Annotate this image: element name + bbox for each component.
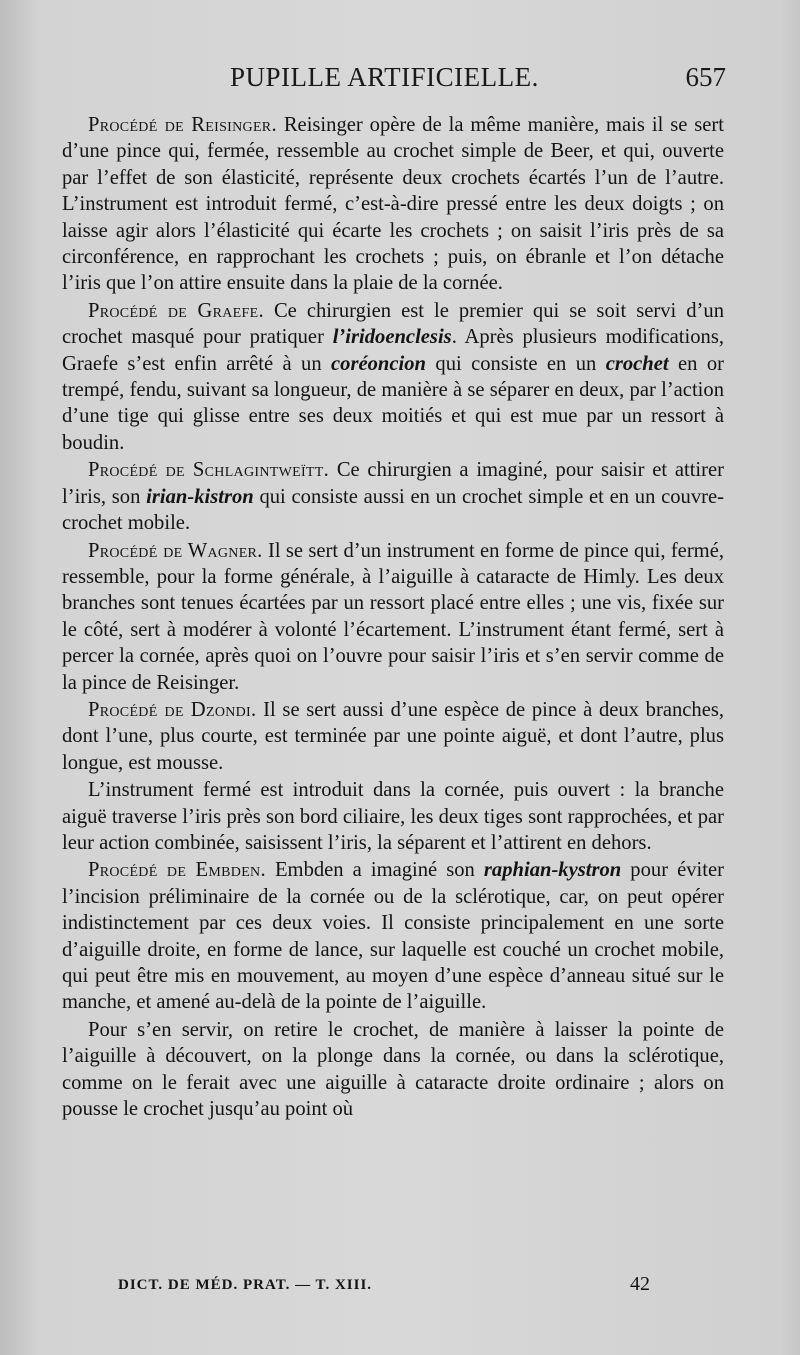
- paragraph: [62, 697, 724, 776]
- text-run: qui consiste aussi en un crochet simple et en un couvre-crochet mobile.: [62, 485, 724, 535]
- text-run: Embden a imaginé son: [265, 859, 484, 882]
- text-run: pour éviter l’incision préliminaire de la cornée ou de la sclérotique, car, on peut opérer indistinctement par ces deux voies. Il consiste principalement en une sorte d’aiguille droite, en forme de lance, sur laquelle est couché un crochet mobile, qui peut être mis en mouvement, au moyen d’une espèce d’anneau situé sur le manche, et amené au-delà de la pointe de l’aiguille.: [62, 859, 724, 1014]
- page-footer: [118, 1273, 658, 1301]
- italic-term: irian-kistron: [146, 485, 254, 508]
- text-run: Ce chirurgien est le premier qui se soit servi d’un crochet masqué pour pratiquer: [62, 299, 724, 349]
- procedure-heading: Procédé de Graefe.: [88, 299, 264, 322]
- paragraph: [62, 1017, 724, 1123]
- page-number: 657: [685, 62, 726, 92]
- text-run: qui consiste en un: [426, 352, 606, 375]
- procedure-heading: Procédé de Embden.: [88, 859, 266, 882]
- italic-term: coréoncion: [331, 352, 427, 375]
- text-run: Ce chirurgien a imaginé, pour saisir et attirer l’iris, son: [62, 459, 725, 508]
- procedure-heading: Procédé de Dzondi.: [88, 698, 257, 721]
- italic-term: crochet: [605, 352, 669, 375]
- text-run: Il se sert aussi d’une espèce de pince à deux branches, dont l’une, plus courte, est terminée par une pointe aiguë, et dont l’autre, plus longue, est mousse.: [62, 698, 724, 774]
- paragraph: [62, 457, 724, 536]
- procedure-heading: Procédé de Wagner.: [88, 539, 263, 562]
- text-run: Reisinger opère de la même manière, mais il se sert d’une pince qui, fermée, ressemble au crochet simple de Beer, et qui, ouverte par l’effet de son élasticité, représente deux crochets écartés l’un de l’autre. L’instrument est introduit fermé, c’est-à-dire pressé entre les deux doigts ; on laisse agir alors l’élasticité qui écarte les crochets ; on saisit l’iris près de sa circonférence, en rapprochant les crochets ; puis, on ébranle et l’on détache l’iris que l’on attire ensuite dans la plaie de la cornée.: [62, 114, 725, 295]
- paragraph: [62, 298, 724, 456]
- text-run: Il se sert d’un instrument en forme de pince qui, fermé, ressemble, pour la forme générale, à l’aiguille à cataracte de Himly. Les deux branches sont tenues écartées par un ressort placé entre elles ; une vis, fixée sur le côté, sert à modérer à volonté l’écartement. L’instrument étant fermé, sert à percer la cornée, après quoi on l’ouvre pour saisir l’iris et s’en servir comme de la pince de Reisinger.: [62, 539, 724, 694]
- paragraph: [62, 112, 724, 297]
- text-run: . Après plusieurs modifications, Graefe s’est enfin arrêté à un: [62, 326, 724, 375]
- paragraph: [62, 777, 724, 856]
- procedure-heading: Procédé de Reisinger.: [88, 114, 277, 136]
- italic-term: raphian-kystron: [483, 859, 622, 882]
- paragraph: [62, 538, 724, 696]
- signature-mark: DICT. DE MÉD. PRAT. — T. XIII.: [118, 1277, 373, 1293]
- procedure-heading: Procédé de Schlagintweïtt.: [88, 459, 330, 482]
- paragraph: [62, 857, 724, 1015]
- text-run: L’instrument fermé est introduit dans la cornée, puis ouvert : la branche aiguë traverse l’iris près son bord ciliaire, les deux tiges sont rapprochées, et par leur action combinée, saisissent l’iris, la séparent et l’attirent en dehors.: [62, 779, 724, 854]
- running-title: PUPILLE ARTIFICIELLE.: [230, 62, 539, 92]
- page-header: [90, 62, 726, 102]
- italic-term: l’iridoenclesis: [332, 326, 452, 349]
- body-text: [62, 112, 724, 1122]
- text-run: Pour s’en servir, on retire le crochet, de manière à laisser la pointe de l’aiguille à découvert, on la plonge dans la cornée, ou dans la sclérotique, comme on le ferait avec une aiguille à cataracte droite ordinaire ; alors on pousse le crochet jusqu’au point où: [62, 1018, 724, 1121]
- sheet-number: 42: [630, 1273, 650, 1295]
- text-run: en or trempé, fendu, suivant sa longueur, de manière à se séparer en deux, par l’action d’une tige qui glisse entre ses deux moitiés et qui est mue par un ressort à boudin.: [62, 352, 725, 454]
